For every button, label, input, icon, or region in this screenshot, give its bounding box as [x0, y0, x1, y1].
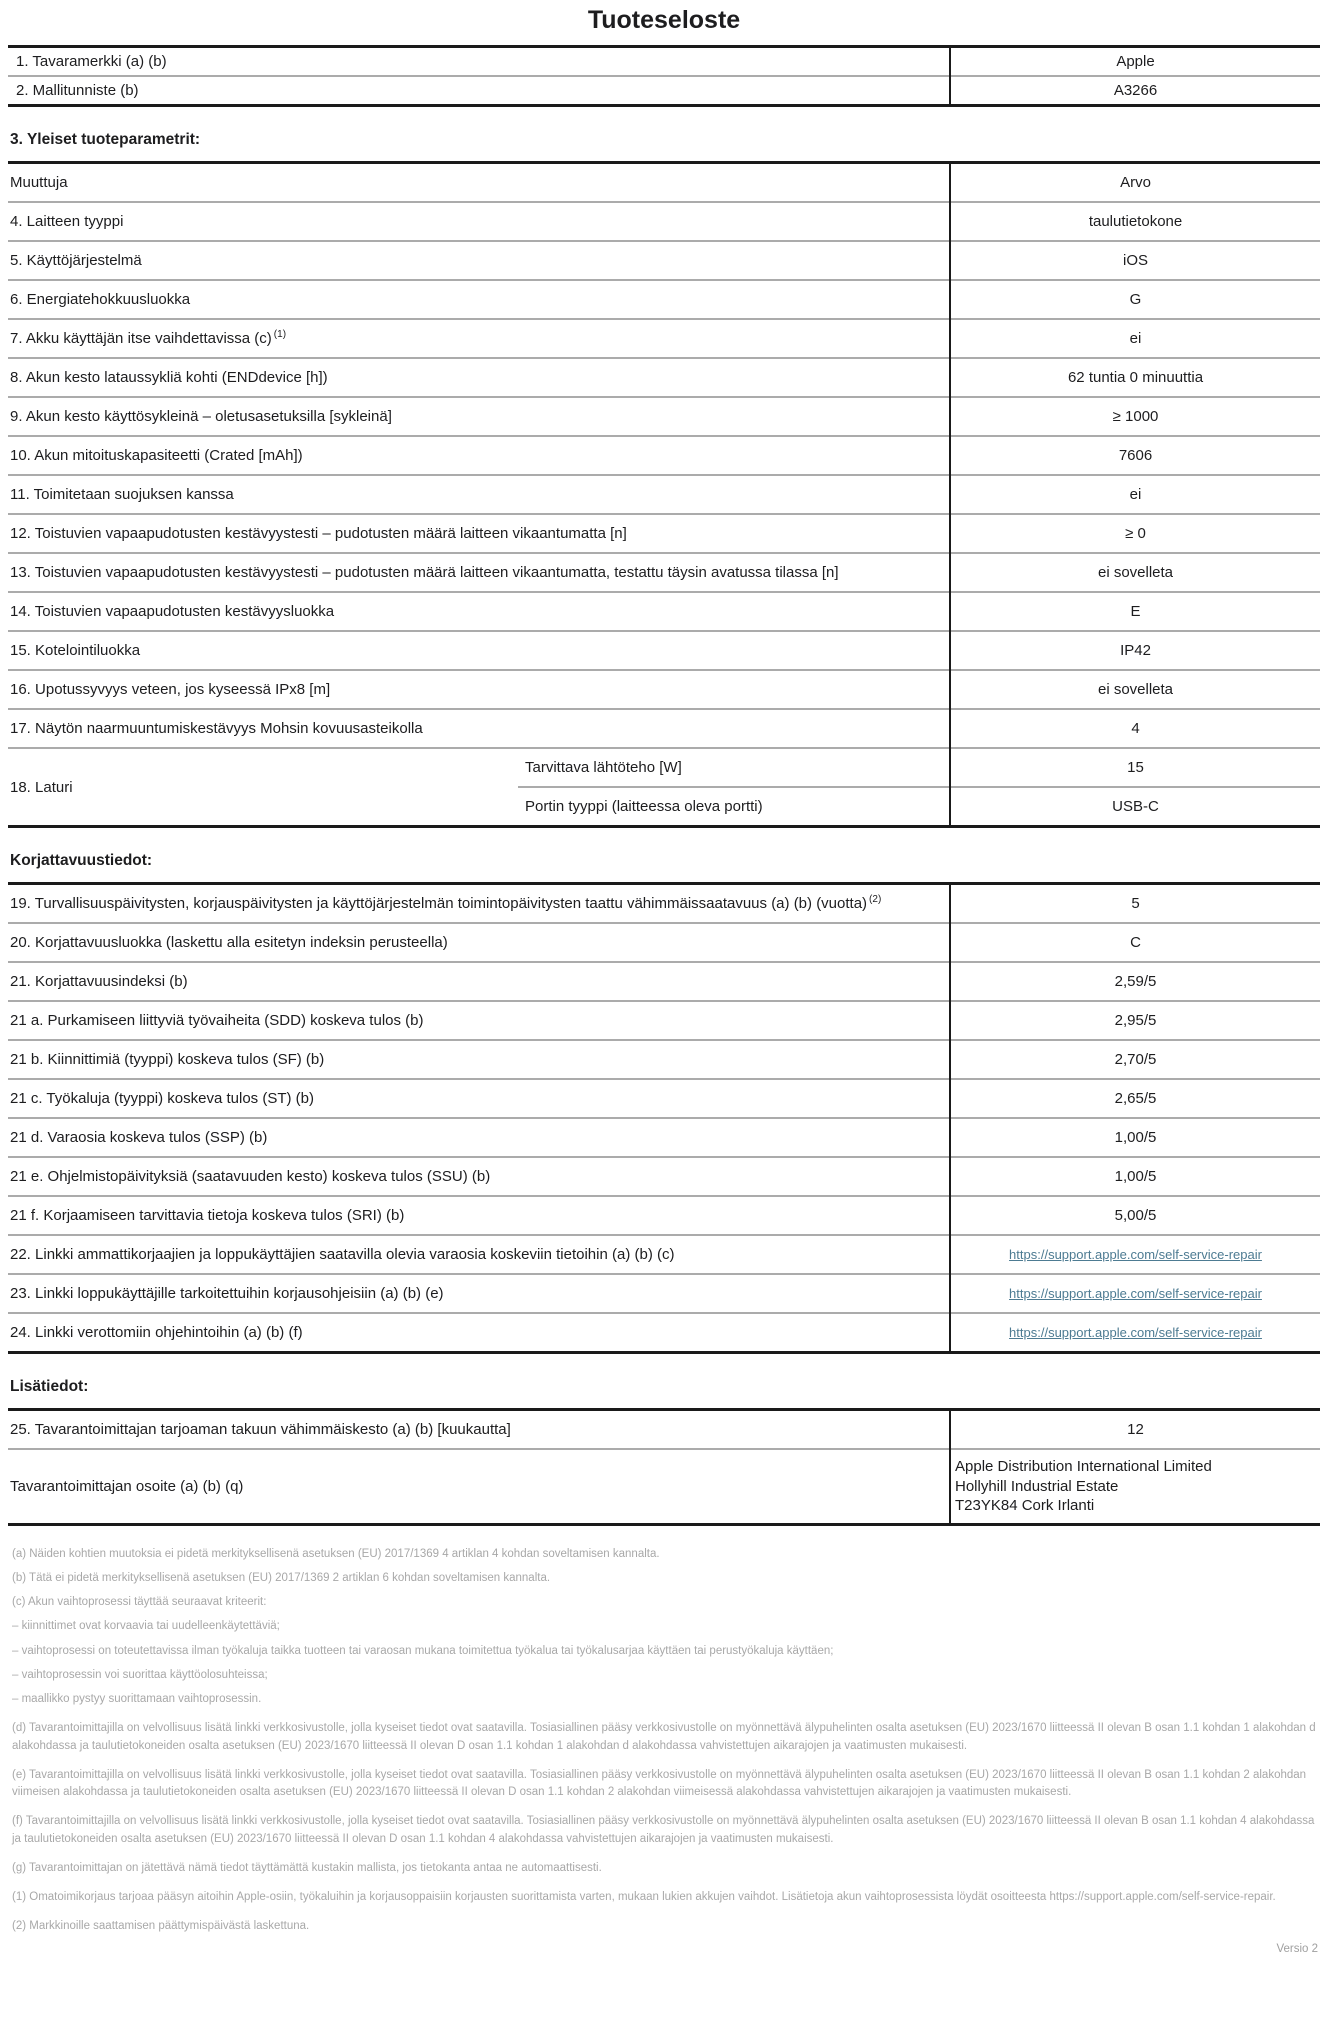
table-row [8, 1313, 1320, 1353]
param-value: ≥ 0 [950, 514, 1320, 553]
address-line: T23YK84 Cork Irlanti [955, 1497, 1095, 1514]
param-label: 23. Linkki loppukäyttäjille tarkoitettuihin korjausohjeisiin (a) (b) (e) [8, 1274, 950, 1313]
param-value: ei [950, 475, 1320, 514]
table-row [8, 1157, 1320, 1196]
column-header-value: Arvo [950, 163, 1320, 203]
param-value: 2,95/5 [950, 1001, 1320, 1040]
footnote-criterion: – maallikko pystyy suorittamaan vaihtoprosessin. [12, 1693, 262, 1705]
table-row [8, 47, 1320, 77]
table-row [8, 202, 1320, 241]
param-label: 9. Akun kesto käyttösykleinä – oletusasetuksilla [sykleinä] [8, 397, 950, 436]
param-value [950, 1313, 1320, 1353]
table-row [8, 670, 1320, 709]
param-value: C [950, 923, 1320, 962]
param-label: 5. Käyttöjärjestelmä [8, 241, 950, 280]
page-title: Tuoteseloste [587, 6, 741, 34]
param-value: 2,59/5 [950, 962, 1320, 1001]
param-label: 16. Upotussyvyys veteen, jos kyseessä IPx8 [m] [8, 670, 950, 709]
product-fiche [0, 6, 1328, 1955]
param-label: 14. Toistuvien vapaapudotusten kestävyysluokka [8, 592, 950, 631]
param-label: 8. Akun kesto lataussykliä kohti (ENDdevice [h]) [8, 358, 950, 397]
table-row [8, 76, 1320, 106]
charger-subparam: Tarvittava lähtöteho [W] [518, 748, 950, 787]
param-value [950, 1235, 1320, 1274]
self-service-repair-link[interactable]: https://support.apple.com/self-service-repair [1009, 1247, 1262, 1262]
param-label: 15. Kotelointiluokka [8, 631, 950, 670]
param-label: Tavarantoimittajan osoite (a) (b) (q) [8, 1449, 950, 1524]
param-value: 2,65/5 [950, 1079, 1320, 1118]
param-label: 21 f. Korjaamiseen tarvittavia tietoja koskeva tulos (SRI) (b) [8, 1196, 950, 1235]
table-row-charger [8, 748, 1320, 787]
table-row [8, 1118, 1320, 1157]
table-row [8, 280, 1320, 319]
param-label: 10. Akun mitoituskapasiteetti (Crated [mAh]) [8, 436, 950, 475]
footnote: (c) Akun vaihtoprosessi täyttää seuraavat kriteerit: [12, 1596, 267, 1608]
table-row [8, 241, 1320, 280]
table-row [8, 1274, 1320, 1313]
param-label: 21 b. Kiinnittimiä (tyyppi) koskeva tulos (SF) (b) [8, 1040, 950, 1079]
table-row [8, 631, 1320, 670]
footnote: (d) Tavarantoimittajilla on velvollisuus lisätä linkki verkkosivustolle, jolla kyseiset tiedot ovat saatavilla. Tosiasiallinen pääsy verkkosivustolle on myönnettävä älypuhelinten osalta asetuksen (EU) 2023/1670 liitteessä II olevan B osan 1.1 kohdan 1 alakohdan d alakohdassa ja taulutietokoneiden osalta asetuksen (EU) 2023/1670 liitteessä II olevan D osan 1.1 kohdan 1 alakohdan d alakohdassa vahvistettujen aikarajojen ja vaatimusten mukaisesti. [12, 1722, 1316, 1752]
supplier-address [950, 1449, 1320, 1524]
param-value: ei sovelleta [950, 553, 1320, 592]
param-label: 21 c. Työkaluja (tyyppi) koskeva tulos (ST) (b) [8, 1079, 950, 1118]
repairability-table [8, 882, 1320, 1354]
footnote: (b) Tätä ei pidetä merkityksellisenä asetuksen (EU) 2017/1369 2 artiklan 6 kohdan soveltamisen kannalta. [12, 1571, 551, 1584]
table-row [8, 1235, 1320, 1274]
param-value: iOS [950, 241, 1320, 280]
param-label: 24. Linkki verottomiin ohjehintoihin (a) (b) (f) [8, 1313, 950, 1353]
param-value: G [950, 280, 1320, 319]
param-value: 1,00/5 [950, 1118, 1320, 1157]
table-row [8, 397, 1320, 436]
param-label: 12. Toistuvien vapaapudotusten kestävyystesti – pudotusten määrä laitteen vikaantumatta [n] [8, 514, 950, 553]
table-row-supplier-address [8, 1449, 1320, 1524]
footnote: (f) Tavarantoimittajilla on velvollisuus lisätä linkki verkkosivustolle, jolla kyseiset tiedot ovat saatavilla. Tosiasiallinen pääsy verkkosivustolle on myönnettävä älypuhelinten osalta asetuksen (EU) 2023/1670 liitteessä II olevan B osan 1.1 kohdan 4 alakohdassa ja taulutietokoneiden osalta asetuksen (EU) 2023/1670 liitteessä II olevan D osan 1.1 kohdan 4 alakohdassa vahvistettujen aikarajojen ja vaatimusten mukaisesti. [12, 1815, 1315, 1845]
param-value: ei sovelleta [950, 670, 1320, 709]
param-label: 21 a. Purkamiseen liittyviä työvaiheita (SDD) koskeva tulos (b) [8, 1001, 950, 1040]
footnote: (2) Markkinoille saattamisen päättymispäivästä laskettuna. [12, 1920, 310, 1933]
footnote: (g) Tavarantoimittajan on jätettävä nämä tiedot täyttämättä kustakin mallista, jos tietokanta antaa ne automaattisesti. [12, 1861, 602, 1874]
footnotes-section [8, 1546, 1320, 1936]
charger-subparam: Portin tyyppi (laitteessa oleva portti) [518, 787, 950, 827]
param-label: 21 d. Varaosia koskeva tulos (SSP) (b) [8, 1118, 950, 1157]
param-value: 7606 [950, 436, 1320, 475]
table-row [8, 592, 1320, 631]
table-row [8, 923, 1320, 962]
param-value: 4 [950, 709, 1320, 748]
table-row [8, 1001, 1320, 1040]
table-row [8, 884, 1320, 924]
param-value: 5,00/5 [950, 1196, 1320, 1235]
param-label: 4. Laitteen tyyppi [8, 202, 950, 241]
param-value: 1,00/5 [950, 1157, 1320, 1196]
section-heading-general: 3. Yleiset tuoteparametrit: [10, 131, 201, 148]
section-heading-repair: Korjattavuustiedot: [10, 852, 153, 869]
identification-table [8, 45, 1320, 107]
self-service-repair-link[interactable]: https://support.apple.com/self-service-repair [1009, 1325, 1262, 1340]
table-row [8, 962, 1320, 1001]
param-value: taulutietokone [950, 202, 1320, 241]
param-label: 6. Energiatehokkuusluokka [8, 280, 950, 319]
param-value: A3266 [950, 76, 1320, 106]
footnote: (a) Näiden kohtien muutoksia ei pidetä merkityksellisenä asetuksen (EU) 2017/1369 4 artiklan 4 kohdan soveltamisen kannalta. [12, 1547, 660, 1560]
param-value: 15 [950, 748, 1320, 787]
param-label-text: 7. Akku käyttäjän itse vaihdettavissa (c) [10, 330, 272, 347]
param-value: E [950, 592, 1320, 631]
param-label: 1. Tavaramerkki (a) (b) [16, 53, 167, 70]
additional-info-table [8, 1408, 1320, 1526]
address-line: Apple Distribution International Limited [955, 1458, 1212, 1475]
param-value: 62 tuntia 0 minuuttia [950, 358, 1320, 397]
param-value: Apple [950, 47, 1320, 77]
param-label: 21 e. Ohjelmistopäivityksiä (saatavuuden kesto) koskeva tulos (SSU) (b) [8, 1157, 950, 1196]
param-value: USB-C [950, 787, 1320, 827]
self-service-repair-link[interactable]: https://support.apple.com/self-service-repair [1009, 1286, 1262, 1301]
column-header-param: Muuttuja [10, 174, 68, 191]
param-label: 20. Korjattavuusluokka (laskettu alla esitetyn indeksin perusteella) [8, 923, 950, 962]
footnote-reference: (1) [273, 329, 287, 340]
param-value: 2,70/5 [950, 1040, 1320, 1079]
table-row [8, 1196, 1320, 1235]
param-label-text: 19. Turvallisuuspäivitysten, korjauspäivitysten ja käyttöjärjestelmän toimintopäivitysten taattu vähimmäissaatavuus (a) (b) (vuotta) [10, 895, 868, 912]
param-label: 22. Linkki ammattikorjaajien ja loppukäyttäjien saatavilla olevia varaosia koskeviin tietoihin (a) (b) (c) [8, 1235, 950, 1274]
param-label: 21. Korjattavuusindeksi (b) [8, 962, 950, 1001]
param-value: IP42 [950, 631, 1320, 670]
table-row [8, 709, 1320, 748]
table-row [8, 553, 1320, 592]
footnote-reference: (2) [869, 894, 882, 905]
param-value: 12 [950, 1410, 1320, 1450]
table-row [8, 436, 1320, 475]
param-label [8, 319, 950, 358]
param-label: 13. Toistuvien vapaapudotusten kestävyystesti – pudotusten määrä laitteen vikaantumatta, testattu täysin avatussa tilassa [n] [8, 553, 950, 592]
footnote: (e) Tavarantoimittajilla on velvollisuus lisätä linkki verkkosivustolle, jolla kyseiset tiedot ovat saatavilla. Tosiasiallinen pääsy verkkosivustolle on myönnettävä älypuhelinten osalta asetuksen (EU) 2023/1670 liitteessä II olevan B osan 1.1 kohdan 2 alakohdan viimeisen alakohdassa ja taulutietokoneiden osalta asetuksen (EU) 2023/1670 liitteessä II olevan D osan 1.1 kohdan 2 alakohdan viimeisessä alakohdassa vahvistettujen aikarajojen ja vaatimusten mukaisesti. [12, 1768, 1307, 1798]
table-row [8, 358, 1320, 397]
footnote-criterion: – vaihtoprosessin voi suorittaa käyttöolosuhteissa; [12, 1668, 268, 1681]
param-label: 18. Laturi [8, 748, 518, 827]
general-parameters-table [8, 161, 1320, 828]
param-value: 5 [950, 884, 1320, 924]
param-label: 25. Tavarantoimittajan tarjoaman takuun vähimmäiskesto (a) (b) [kuukautta] [10, 1421, 511, 1438]
section-heading-additional: Lisätiedot: [10, 1378, 89, 1395]
param-label: 2. Mallitunniste (b) [8, 76, 950, 106]
footnote-criterion: – kiinnittimet ovat korvaavia tai uudelleenkäytettäviä; [12, 1620, 280, 1633]
param-value [950, 1274, 1320, 1313]
param-value: ≥ 1000 [950, 397, 1320, 436]
param-label [8, 884, 950, 924]
table-row [8, 1040, 1320, 1079]
table-row [8, 1079, 1320, 1118]
version-label: Versio 2 [1276, 1942, 1318, 1955]
param-label: 17. Näytön naarmuuntumiskestävyys Mohsin kovuusasteikolla [8, 709, 950, 748]
footnote-criterion: – vaihtoprosessi on toteutettavissa ilman työkaluja taikka tuotteen tai varaosan mukana toimitettua työkalua tai työkalusarjaa käyttäen tai perustyökaluja käyttäen; [12, 1644, 834, 1657]
param-value: ei [950, 319, 1320, 358]
param-label: 11. Toimitetaan suojuksen kanssa [8, 475, 950, 514]
table-header-row [8, 163, 1320, 203]
table-row [8, 514, 1320, 553]
footnote: (1) Omatoimikorjaus tarjoaa pääsyn aitoihin Apple-osiin, työkaluihin ja korjausoppaisiin korjausten suorittamista varten, mukaan lukien akkujen vaihdot. Lisätietoja akun vaihtoprosessista löydät osoitteesta https://support.apple.com/self-service-repair. [12, 1891, 1276, 1903]
table-row [8, 319, 1320, 358]
table-row [8, 475, 1320, 514]
address-line: Hollyhill Industrial Estate [955, 1477, 1119, 1495]
table-row [8, 1410, 1320, 1450]
